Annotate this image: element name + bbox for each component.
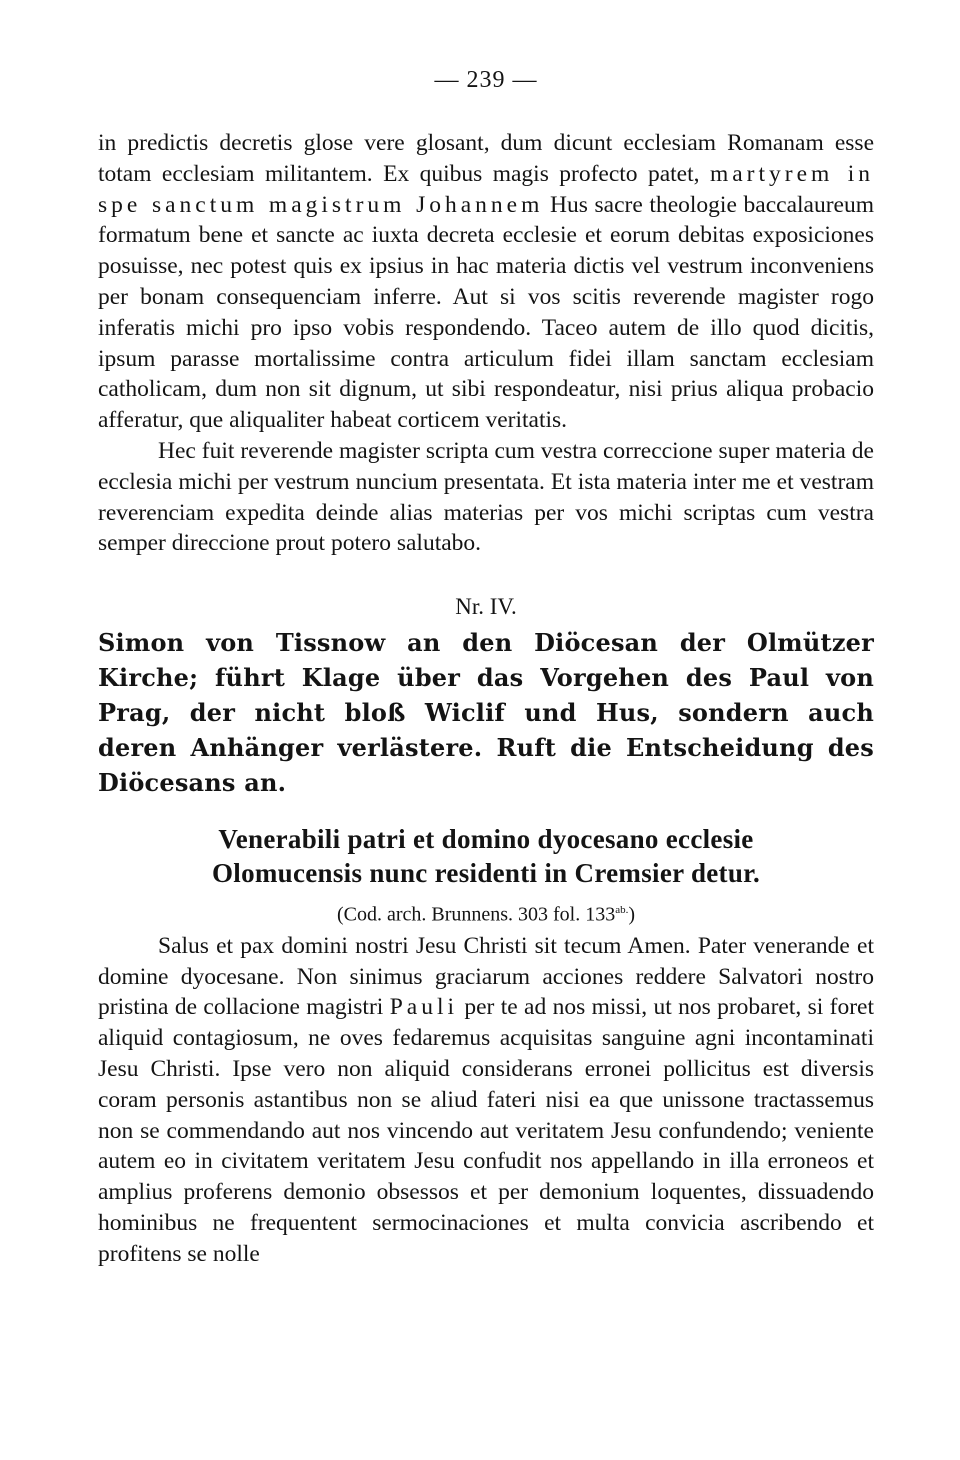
- paragraph-1-text-end: Hus sacre theologie baccalaureum formatum bene et sancte ac iuxta decreta ecclesie et eorum debitas exposiciones posuisse, nec potest quis ex ipsius in hac materia dictis vel vestrum inconveniens per bonam consequenciam inferre. Aut si vos scitis reverende magister rogo inferatis michi pro ipso vobis respondendo. Taceo autem de illo quod dicitis, ipsum parasse mortalissime contra articulum fidei illam sanctam ecclesiam catholicam, dum non sit dignum, ut sibi respondeatur, nisi prius aliqua probacio afferatur, que aliqualiter habeat corticem veritatis.: [98, 191, 874, 434]
- document-number: Nr. IV.: [455, 594, 517, 620]
- address-line-2: Olomucensis nunc residenti in Cremsier detur.: [211, 858, 761, 889]
- source-close: ): [628, 903, 636, 926]
- spaced-emphasis-pauli: Pauli: [389, 994, 458, 1021]
- source-superscript: ab.: [615, 904, 629, 917]
- source-text: (Cod. arch. Brunnens. 303 fol. 133: [336, 903, 616, 926]
- address-line-1: Venerabili patri et domino dyocesano ecclesie: [218, 824, 754, 855]
- paragraph-continuation: [98, 128, 874, 436]
- paragraph-closing: Hec fuit reverende magister scripta cum vestra correccione super materia de ecclesia michi per vestrum nuncium presentata. Et ista materia inter me et vestram reverenciam expedita deinde alias materias per vos michi scriptas cum vestra semper direccione prout potero salutabo.: [98, 437, 874, 557]
- letter-address: [98, 822, 874, 890]
- page-number: — 239 —: [434, 67, 538, 93]
- letter-text-start: Salus et pax domini nostri Jesu Christi sit tecum Amen. Pater venerande et domine dyocesane. Non sinimus graciarum acciones reddere Salvatori nostro pristina de collacione magistri: [98, 932, 874, 1021]
- letter-body: [98, 931, 874, 1270]
- spaced-emphasis-johannem: martyrem in spe sanctum magistrum Johannem: [98, 160, 874, 218]
- paragraph-1-text-start: in predictis decretis glose vere glosant, dum dicunt ecclesiam Romanam esse totam ecclesiam militantem. Ex quibus magis profecto patet,: [98, 130, 874, 187]
- source-citation: [98, 894, 874, 931]
- letter-text-end: per te ad nos missi, ut nos probaret, si foret aliquid contagiosum, ne oves fedaremus acquisitas sanguine agni incontaminati Jesu Christi. Ipse vero non aliquid considerans erronei pollicitus est diversis coram personis astantibus non se aliud fateri nisi ea que unissone tractassemus non se commendando aut nos vincendo aut veritatem Jesu confundendo; veniente autem eo in civitatem veritatem Jesu confudit nos appellando in illa erroneos et amplius proferens demonio obsessos et per demonium loquentes, dissuadendo hominibus ne frequentent sermocinaciones et multa convicia ascribendo et profitens se nolle: [98, 994, 875, 1267]
- book-page: [98, 62, 874, 1270]
- document-summary: Simon von Tissnow an den Diöcesan der Olmützer Kirche; führt Klage über das Vorgehen des Paul von Prag, der nicht bloß Wiclif und Hus, sondern auch deren Anhänger verlästere. Ruft die Entscheidung des Diöcesans an.: [98, 628, 874, 798]
